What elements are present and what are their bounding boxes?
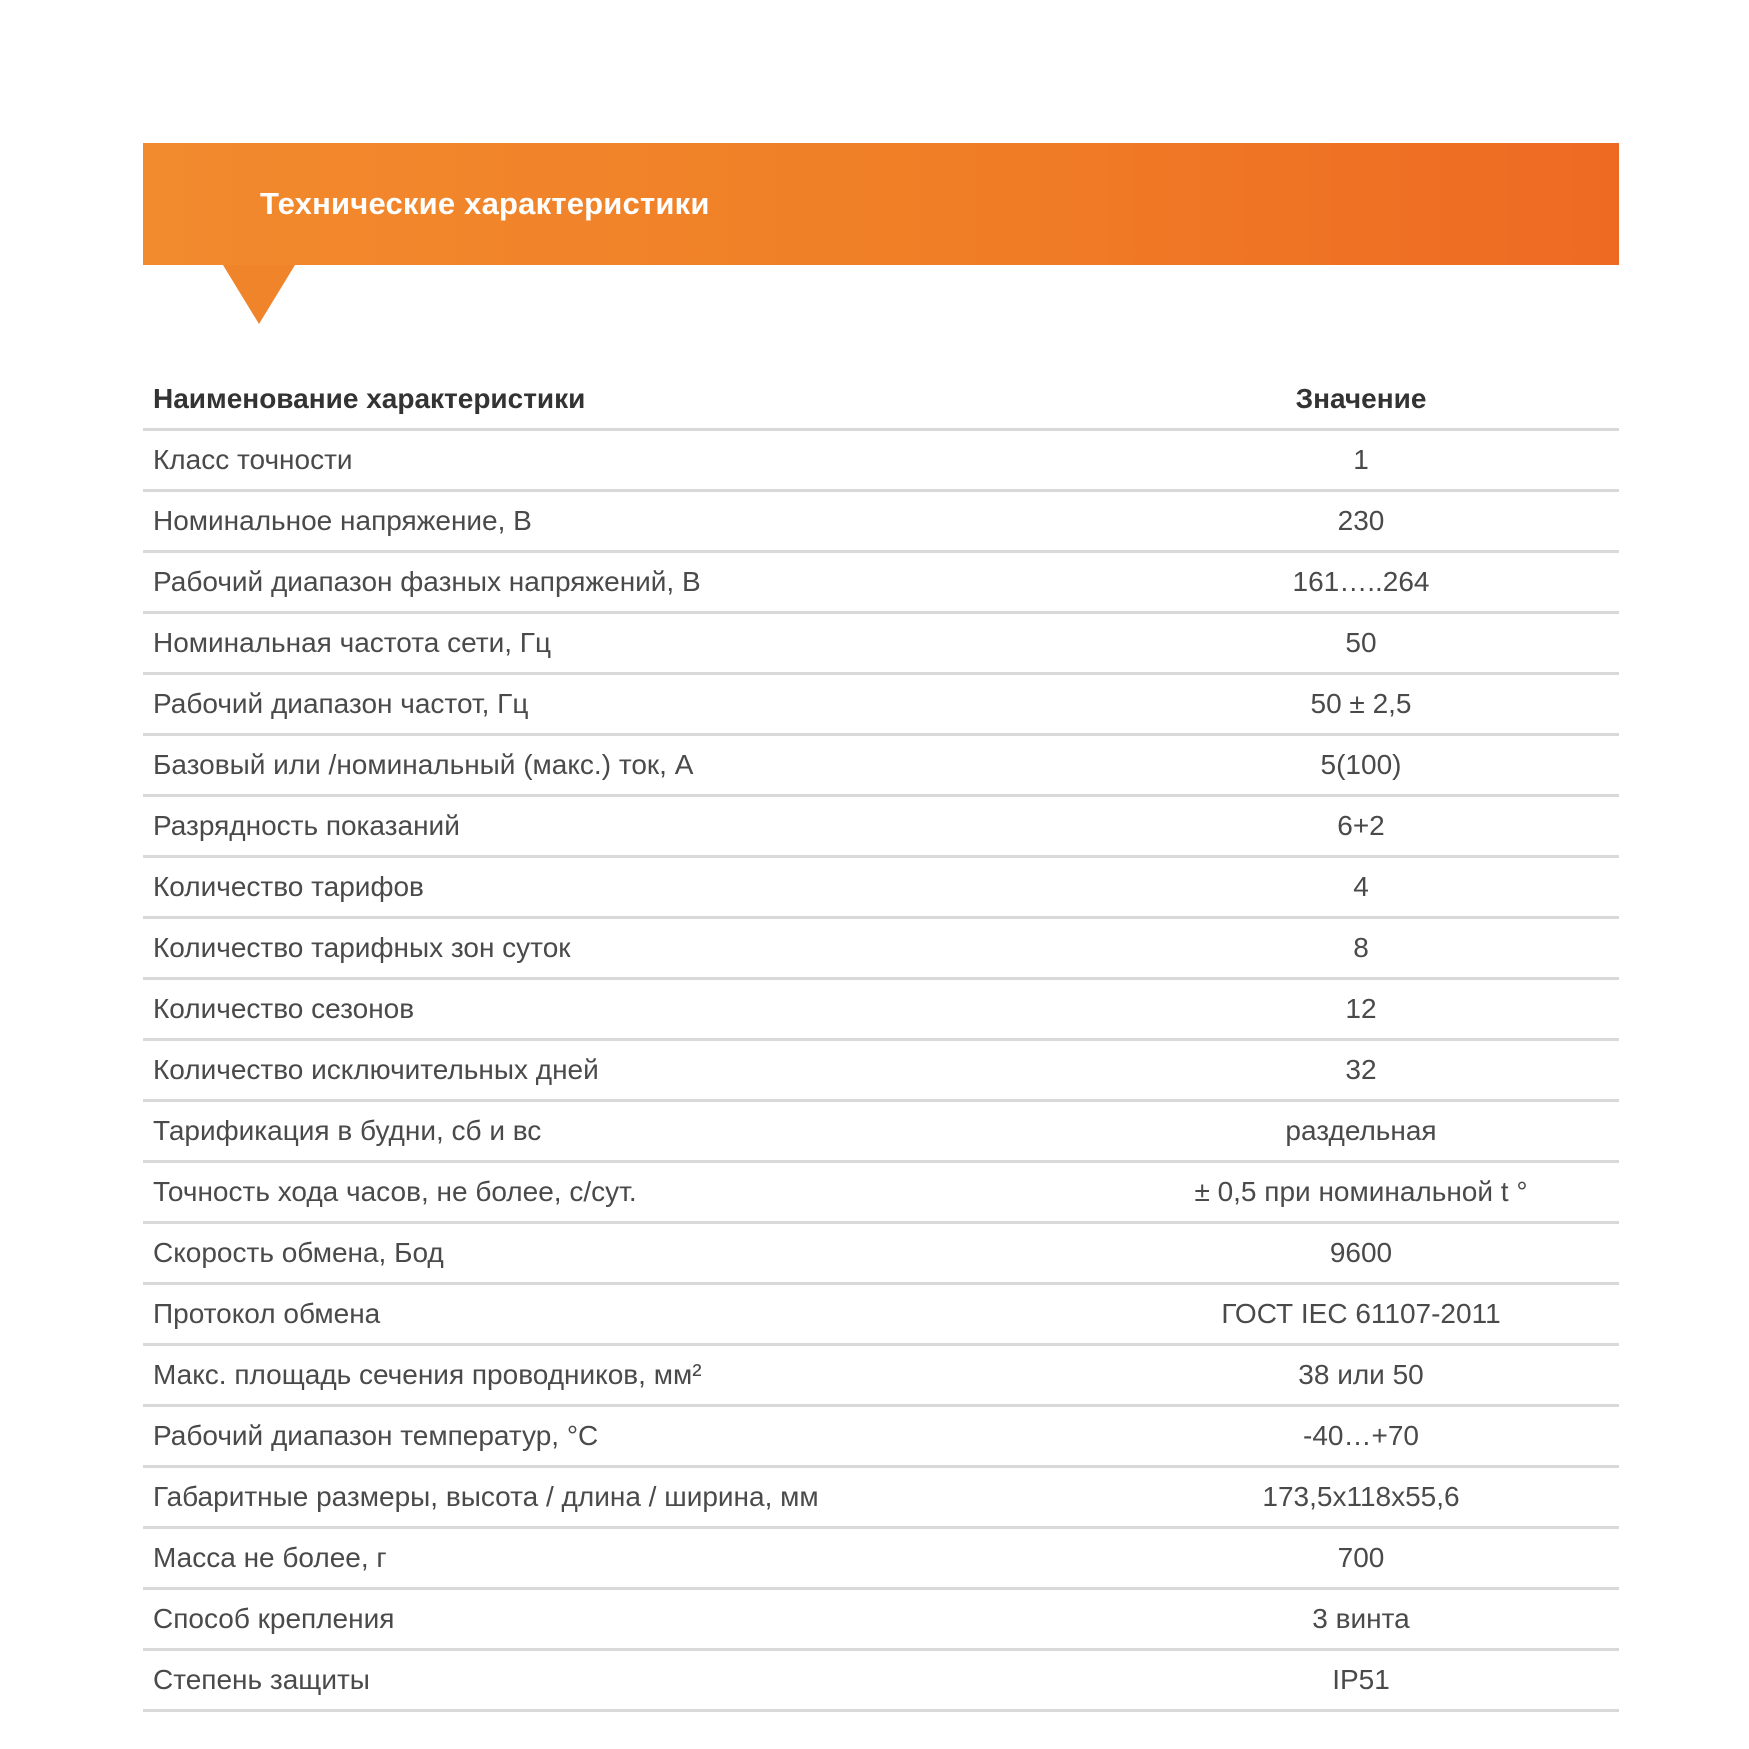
- spec-name: Базовый или /номинальный (макс.) ток, А: [143, 735, 1103, 796]
- spec-value: 1: [1103, 430, 1619, 491]
- table-row: [143, 857, 1619, 918]
- spec-value: -40…+70: [1103, 1406, 1619, 1467]
- spec-name: Рабочий диапазон температур, °С: [143, 1406, 1103, 1467]
- spec-value: 12: [1103, 979, 1619, 1040]
- table-row: [143, 1650, 1619, 1711]
- table-row: [143, 674, 1619, 735]
- spec-value: 161…..264: [1103, 552, 1619, 613]
- spec-value: раздельная: [1103, 1101, 1619, 1162]
- column-header-name: Наименование характеристики: [143, 370, 1103, 430]
- spec-name: Тарификация в будни, сб и вс: [143, 1101, 1103, 1162]
- table-row: [143, 1284, 1619, 1345]
- spec-name: Количество тарифных зон суток: [143, 918, 1103, 979]
- spec-name: Макс. площадь сечения проводников, мм²: [143, 1345, 1103, 1406]
- spec-value: 9600: [1103, 1223, 1619, 1284]
- spec-value: 700: [1103, 1528, 1619, 1589]
- table-row: [143, 430, 1619, 491]
- table-row: [143, 1040, 1619, 1101]
- spec-name: Скорость обмена, Бод: [143, 1223, 1103, 1284]
- table-row: [143, 1345, 1619, 1406]
- spec-value: 50 ± 2,5: [1103, 674, 1619, 735]
- spec-name: Класс точности: [143, 430, 1103, 491]
- spec-name: Количество сезонов: [143, 979, 1103, 1040]
- spec-value: 32: [1103, 1040, 1619, 1101]
- table-row: [143, 1223, 1619, 1284]
- table-header-row: [143, 370, 1619, 430]
- spec-value: ГОСТ IEC 61107-2011: [1103, 1284, 1619, 1345]
- spec-name: Степень защиты: [143, 1650, 1103, 1711]
- spec-name: Рабочий диапазон частот, Гц: [143, 674, 1103, 735]
- spec-name: Точность хода часов, не более, с/сут.: [143, 1162, 1103, 1223]
- spec-name: Номинальное напряжение, В: [143, 491, 1103, 552]
- table-row: [143, 1406, 1619, 1467]
- spec-value: 38 или 50: [1103, 1345, 1619, 1406]
- spec-name: Протокол обмена: [143, 1284, 1103, 1345]
- table-row: [143, 918, 1619, 979]
- table-row: [143, 1101, 1619, 1162]
- spec-name: Рабочий диапазон фазных напряжений, В: [143, 552, 1103, 613]
- spec-name: Разрядность показаний: [143, 796, 1103, 857]
- spec-name: Количество исключительных дней: [143, 1040, 1103, 1101]
- section-title: Технические характеристики: [260, 186, 710, 221]
- spec-name: Номинальная частота сети, Гц: [143, 613, 1103, 674]
- section-banner: [143, 143, 1619, 265]
- spec-value: ± 0,5 при номинальной t °: [1103, 1162, 1619, 1223]
- spec-value: 50: [1103, 613, 1619, 674]
- table-row: [143, 613, 1619, 674]
- table-row: [143, 552, 1619, 613]
- spec-value: 6+2: [1103, 796, 1619, 857]
- table-row: [143, 979, 1619, 1040]
- table-row: [143, 1528, 1619, 1589]
- spec-value: 230: [1103, 491, 1619, 552]
- spec-value: 4: [1103, 857, 1619, 918]
- table-body: [143, 430, 1619, 1711]
- spec-value: 8: [1103, 918, 1619, 979]
- column-header-value: Значение: [1103, 370, 1619, 430]
- spec-name: Способ крепления: [143, 1589, 1103, 1650]
- spec-name: Габаритные размеры, высота / длина / ширина, мм: [143, 1467, 1103, 1528]
- spec-name: Количество тарифов: [143, 857, 1103, 918]
- spec-value: 173,5х118х55,6: [1103, 1467, 1619, 1528]
- spec-value: 3 винта: [1103, 1589, 1619, 1650]
- table-row: [143, 491, 1619, 552]
- table-row: [143, 1467, 1619, 1528]
- spec-name: Масса не более, г: [143, 1528, 1103, 1589]
- table-row: [143, 735, 1619, 796]
- spec-value: 5(100): [1103, 735, 1619, 796]
- specifications-table: [143, 370, 1619, 1712]
- table-row: [143, 796, 1619, 857]
- table-row: [143, 1162, 1619, 1223]
- spec-value: IP51: [1103, 1650, 1619, 1711]
- banner-pointer-triangle: [223, 265, 295, 324]
- table-row: [143, 1589, 1619, 1650]
